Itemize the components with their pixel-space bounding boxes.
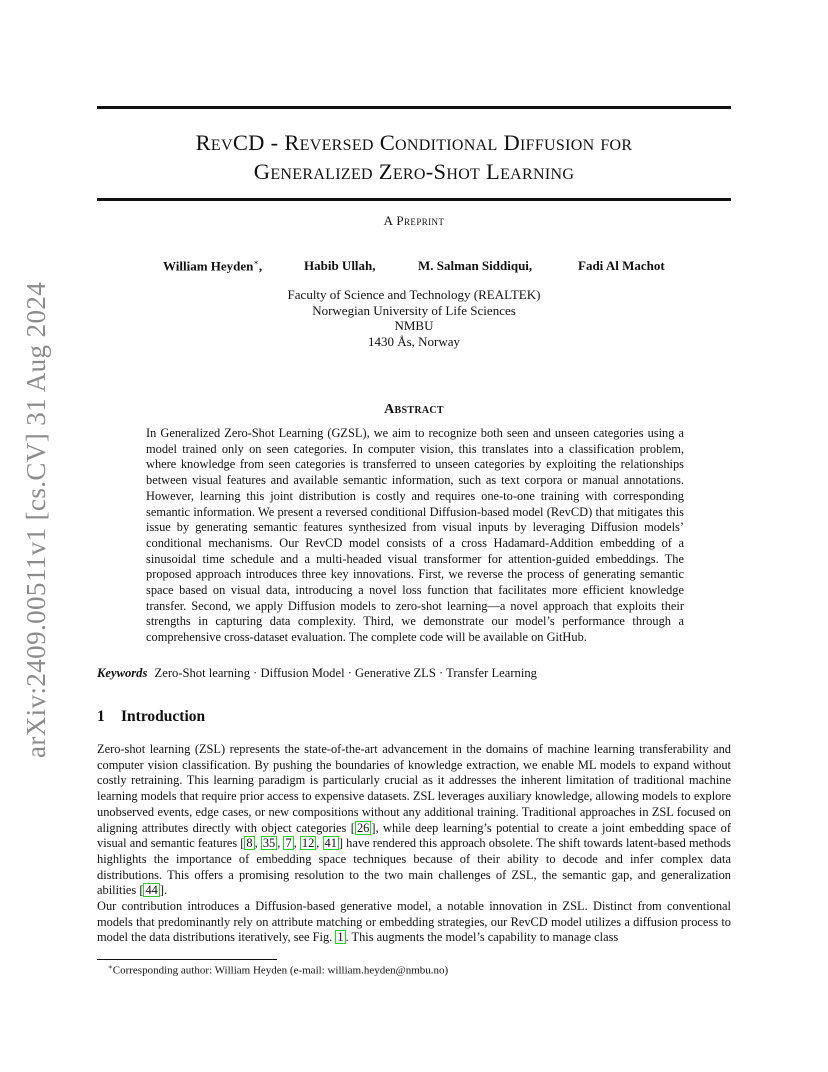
title-top-rule <box>97 106 731 109</box>
text-run: Our contribution introduces a Diffusion-based generative model, a notable innovation in ZSL. Distinct from conventional models that predominantly rely on attribute matching or embedding strategies, our RevCD model utilizes a diffusion process to model the data distributions iteratively, see Fig. <box>97 899 731 945</box>
figure-link[interactable]: 1 <box>337 930 344 945</box>
section-title: Introduction <box>121 708 206 725</box>
text-run: Zero-shot learning (ZSL) represents the state-of-the-art advancement in the domains of machine learning transferability and computer vision classification. By pushing the boundaries of knowledge extraction, we enable ML models to expand without costly retraining. This learning paradigm is particularly crucial as it addresses the inherent limitation of traditional machine learning models that require prior access to expensive datasets. ZSL leverages auxiliary knowledge, allowing models to explore unobserved events, edge cases, or new compositions without any additional training. Traditional approaches in ZSL focused on aligning attributes directly with object categories [ <box>97 742 731 835</box>
text-run: , <box>254 836 261 851</box>
citation-link[interactable]: 44 <box>145 883 158 898</box>
citation-link[interactable]: 35 <box>262 836 276 851</box>
citation-link[interactable]: 41 <box>324 836 337 851</box>
author-name: Habib Ullah <box>304 258 373 273</box>
author-list <box>0 258 828 276</box>
keywords-text: Zero-Shot learning · Diffusion Model · Generative ZLS · Transfer Learning <box>154 666 537 680</box>
abstract-text: In Generalized Zero-Shot Learning (GZSL), we aim to recognize both seen and unseen categories using a model trained only on seen categories. In computer vision, this translates into a classification problem, where knowledge from seen categories is transferred to unseen categories by exploiting the relationships between visual features and available semantic information, such as text corpora or manual annotations. However, learning this joint distribution is costly and requires one-to-one training with corresponding semantic information. We present a reversed conditional Diffusion-based model (RevCD) that mitigates this issue by generating semantic features synthesized from visual inputs by leveraging Diffusion models’ conditional mechanisms. Our RevCD model consists of a cross Hadamard-Addition embedding of a sinusoidal time schedule and a multi-headed visual transformer for attention-guided embeddings. The proposed approach introduces three key innovations. First, we reverse the process of generating semantic space based on visual data, introducing a novel loss function that facilitates more efficient knowledge transfer. Second, we apply Diffusion models to zero-shot learning—a novel approach that exploits their strengths in capturing data complexity. Third, we demonstrate our model’s performance through a comprehensive cross-dataset evaluation. The complete code will be available on GitHub. <box>146 426 684 645</box>
affiliation <box>97 287 731 349</box>
text-run: ]. <box>159 883 168 898</box>
citation-link[interactable]: 8 <box>246 836 253 851</box>
author-name: Fadi Al Machot <box>578 258 665 273</box>
author-separator: , <box>258 258 263 274</box>
keywords <box>97 666 731 681</box>
preprint-label: A Preprint <box>383 213 445 228</box>
title-bottom-rule <box>97 198 731 201</box>
arxiv-identifier: arXiv:2409.00511v1 [cs.CV] 31 Aug 2024 <box>21 281 51 758</box>
title-line-1: RevCD - Reversed Conditional Diffusion for <box>195 130 633 155</box>
corresponding-mark: ∗ <box>253 258 259 267</box>
intro-paragraph-1 <box>97 742 731 899</box>
affiliation-line: Norwegian University of Life Sciences <box>312 302 516 318</box>
section-heading <box>97 708 205 726</box>
author-1 <box>163 258 262 274</box>
section-number: 1 <box>97 708 105 725</box>
text-run: ], while deep learning’s potential to create a joint embedding space of visual and semantic features [ <box>97 820 731 851</box>
footnote-mark: ∗ <box>108 963 113 971</box>
abstract-heading: Abstract <box>384 402 444 417</box>
text-run: . This augments the model’s capability to manage class <box>345 930 619 945</box>
author-3 <box>418 258 532 274</box>
affiliation-line: 1430 Ås, Norway <box>367 333 461 349</box>
footnote-rule <box>97 959 277 960</box>
author-4 <box>578 258 665 274</box>
author-name: M. Salman Siddiqui <box>418 258 529 273</box>
intro-paragraph-2 <box>97 899 731 946</box>
citation-link[interactable]: 26 <box>356 820 370 835</box>
text-run: ] have rendered this approach obsolete. The shift towards latent-based methods highlights the importance of embedding space techniques because of their ability to decode and infer complex data distributions. This offers a promising resolution to the two main challenges of ZSL, the semantic gap, and generalization abilities [ <box>97 836 731 898</box>
author-2 <box>304 258 376 274</box>
author-separator: , <box>372 258 376 273</box>
author-separator: , <box>528 258 533 273</box>
paper-title <box>97 128 731 186</box>
text-run: , <box>293 836 300 851</box>
affiliation-line: Faculty of Science and Technology (REALTEK) <box>287 287 541 302</box>
footnote <box>108 963 448 977</box>
footnote-text: Corresponding author: William Heyden (e-mail: william.heyden@nmbu.no) <box>112 964 449 977</box>
keywords-label: Keywords <box>97 666 148 680</box>
text-run: , <box>316 836 323 851</box>
affiliation-line: NMBU <box>394 318 434 333</box>
citation-link[interactable]: 7 <box>285 836 292 851</box>
author-name: William Heyden <box>163 258 254 274</box>
text-run: , <box>277 836 284 851</box>
citation-link[interactable]: 12 <box>301 836 315 851</box>
title-line-2: Generalized Zero-Shot Learning <box>253 159 575 184</box>
